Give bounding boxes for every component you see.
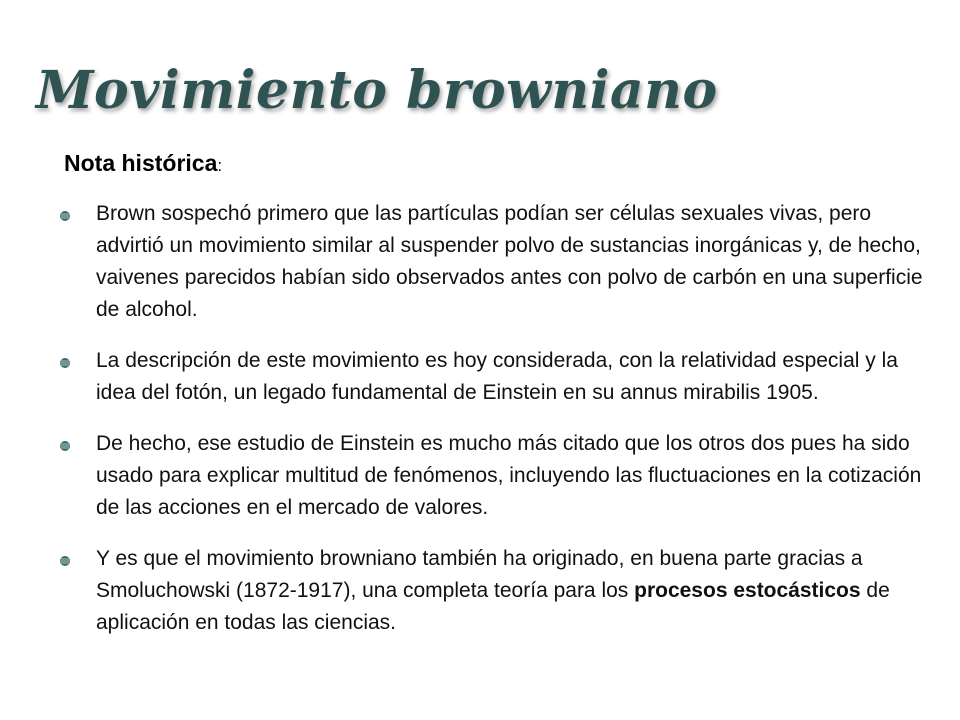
slide-title: Movimiento browniano xyxy=(36,60,718,121)
bullet-text-end: de aplicación en todas las ciencias. xyxy=(96,579,890,634)
list-item xyxy=(56,345,936,409)
section-heading-text: Nota histórica xyxy=(64,150,218,176)
section-heading-colon: : xyxy=(217,156,223,175)
list-item xyxy=(56,428,936,524)
list-item xyxy=(56,198,936,326)
section-heading xyxy=(64,146,222,183)
bold-term: procesos estocásticos xyxy=(634,579,861,602)
disc-bullet-icon xyxy=(59,440,71,452)
bullet-list xyxy=(56,198,936,658)
disc-bullet-icon xyxy=(59,357,71,369)
bullet-text: De hecho, ese estudio de Einstein es mucho más citado que los otros dos pues ha sido usado para explicar multitud de fenómenos, incluyendo las fluctuaciones en la cotización de las acciones en el mercado de valores. xyxy=(96,432,922,519)
bullet-text-start: Y es que el movimiento browniano también ha originado, en buena parte gracias a Smoluchowski (1872-1917), una completa teoría para los xyxy=(96,547,863,602)
disc-bullet-icon xyxy=(59,555,71,567)
disc-bullet-icon xyxy=(59,210,71,222)
list-item xyxy=(56,543,936,639)
bullet-text: Brown sospechó primero que las partículas podían ser células sexuales vivas, pero advirtió un movimiento similar al suspender polvo de sustancias inorgánicas y, de hecho, vaivenes parecidos habían sido observados antes con polvo de carbón en una superficie de alcohol. xyxy=(96,202,923,321)
bullet-text: La descripción de este movimiento es hoy considerada, con la relatividad especial y la idea del fotón, un legado fundamental de Einstein en su annus mirabilis 1905. xyxy=(96,349,898,404)
